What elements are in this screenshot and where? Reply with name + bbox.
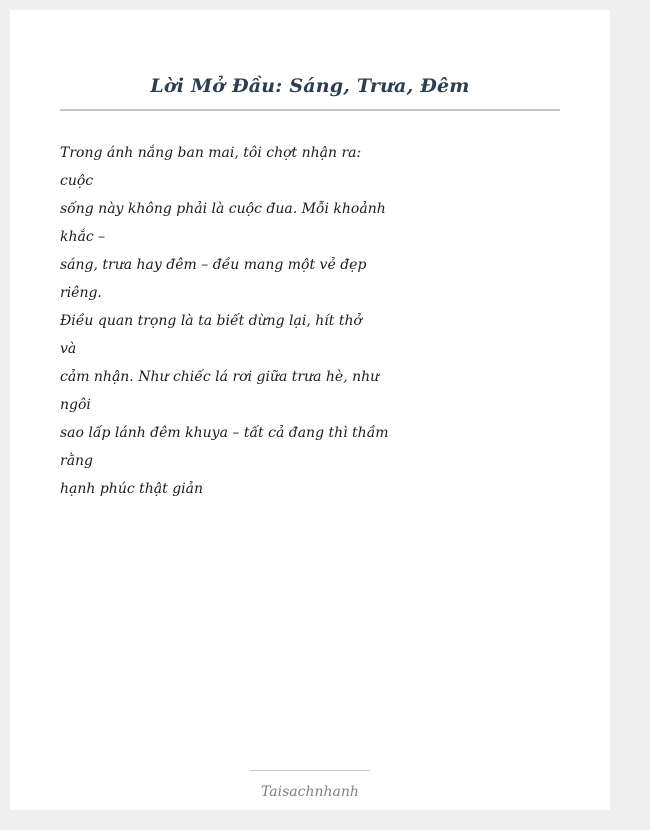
body-line: Điều quan trọng là ta biết dừng lại, hít thở [60, 313, 362, 329]
body-line: rằng [60, 453, 94, 469]
body-line: sáng, trưa hay đêm – đều mang một vẻ đẹp [60, 257, 367, 273]
page-title: Lời Mở Đầu: Sáng, Trưa, Đêm [150, 75, 470, 97]
body-line: riêng. [60, 285, 102, 301]
document-page [10, 10, 610, 810]
body-line: Trong ánh nắng ban mai, tôi chợt nhận ra: [60, 145, 362, 161]
body-line: ngôi [60, 397, 91, 413]
title-divider [60, 109, 560, 111]
body-line: và [60, 341, 77, 357]
body-line: cảm nhận. Như chiếc lá rơi giữa trưa hè, như [60, 369, 380, 385]
body-line: cuộc [60, 173, 94, 189]
body-text [60, 139, 389, 503]
footer-brand: Taisachnhanh [261, 784, 359, 800]
footer-divider [250, 770, 370, 771]
body-line: hạnh phúc thật giản [60, 481, 204, 497]
body-line: khắc – [60, 229, 106, 245]
body-line: sao lấp lánh đêm khuya – tất cả đang thì thầm [60, 425, 389, 441]
body-line: sống này không phải là cuộc đua. Mỗi khoảnh [60, 201, 386, 217]
